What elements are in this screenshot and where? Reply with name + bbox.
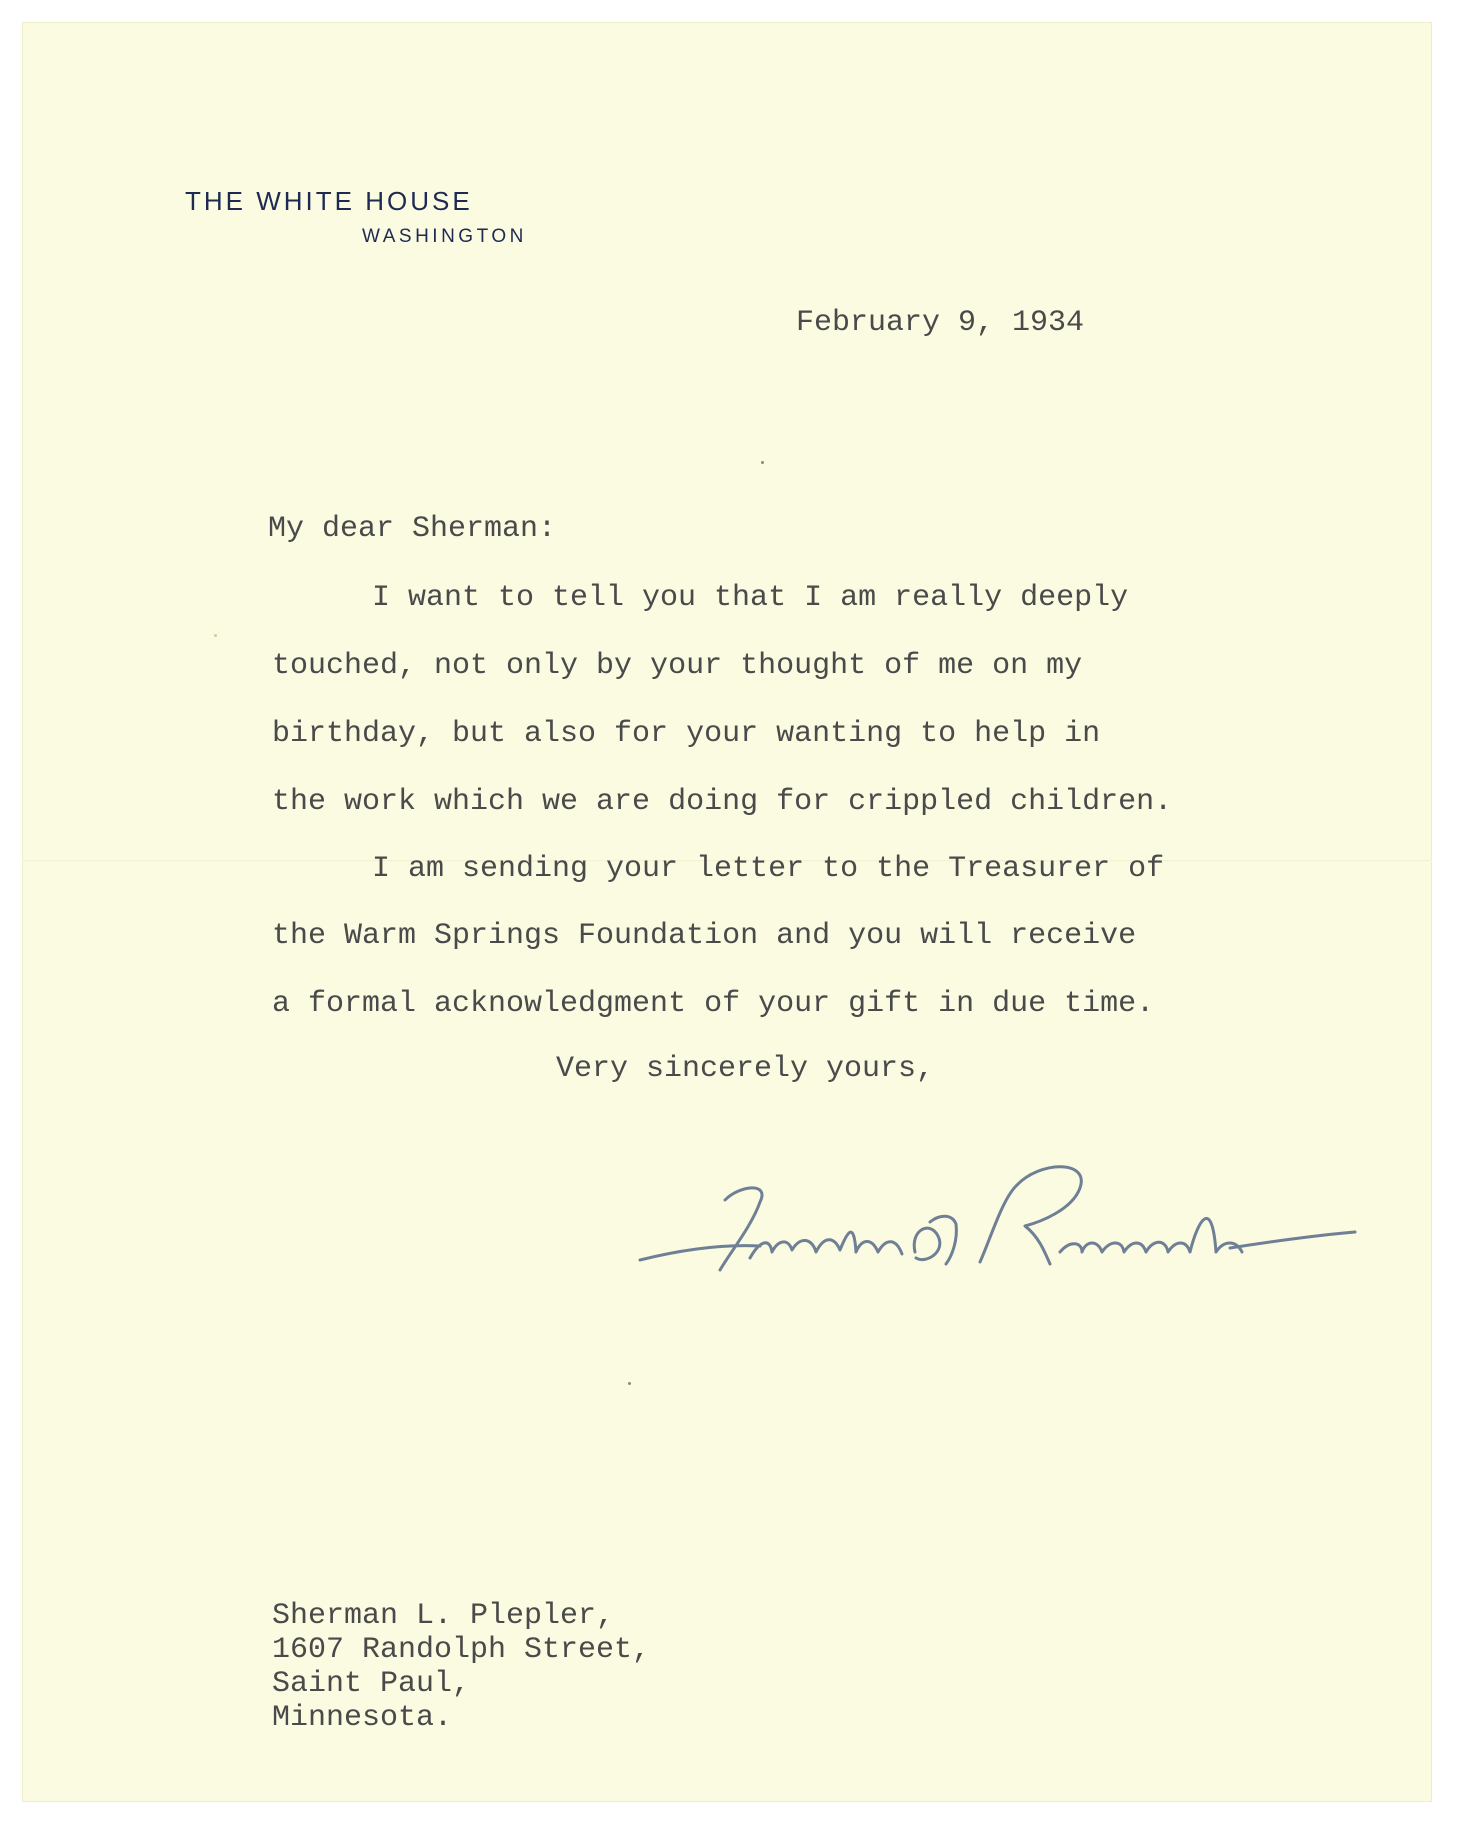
address-line: 1607 Randolph Street, bbox=[272, 1633, 651, 1667]
body-line: birthday, but also for your wanting to help in bbox=[272, 717, 1101, 751]
signature-handwriting bbox=[620, 1140, 1360, 1310]
body-line: the Warm Springs Foundation and you will receive bbox=[272, 919, 1137, 953]
body-line: a formal acknowledgment of your gift in due time. bbox=[272, 987, 1155, 1021]
body-line: I am sending your letter to the Treasurer of bbox=[372, 852, 1165, 886]
paper-speck bbox=[214, 634, 217, 637]
paper-speck bbox=[628, 1382, 631, 1385]
salutation: My dear Sherman: bbox=[268, 512, 557, 546]
letterhead-subtitle: WASHINGTON bbox=[362, 226, 527, 247]
body-line: touched, not only by your thought of me on my bbox=[272, 649, 1083, 683]
letter-date: February 9, 1934 bbox=[796, 306, 1085, 340]
letterhead-title: THE WHITE HOUSE bbox=[185, 186, 473, 216]
letter-paper bbox=[22, 22, 1432, 1802]
address-line: Sherman L. Plepler, bbox=[272, 1599, 615, 1633]
body-line: I want to tell you that I am really deeply bbox=[372, 581, 1129, 615]
address-line: Minnesota. bbox=[272, 1701, 453, 1735]
body-line: the work which we are doing for crippled children. bbox=[272, 785, 1173, 819]
paper-speck bbox=[761, 461, 764, 464]
signature bbox=[620, 1140, 1360, 1315]
address-line: Saint Paul, bbox=[272, 1667, 471, 1701]
closing: Very sincerely yours, bbox=[556, 1052, 935, 1086]
